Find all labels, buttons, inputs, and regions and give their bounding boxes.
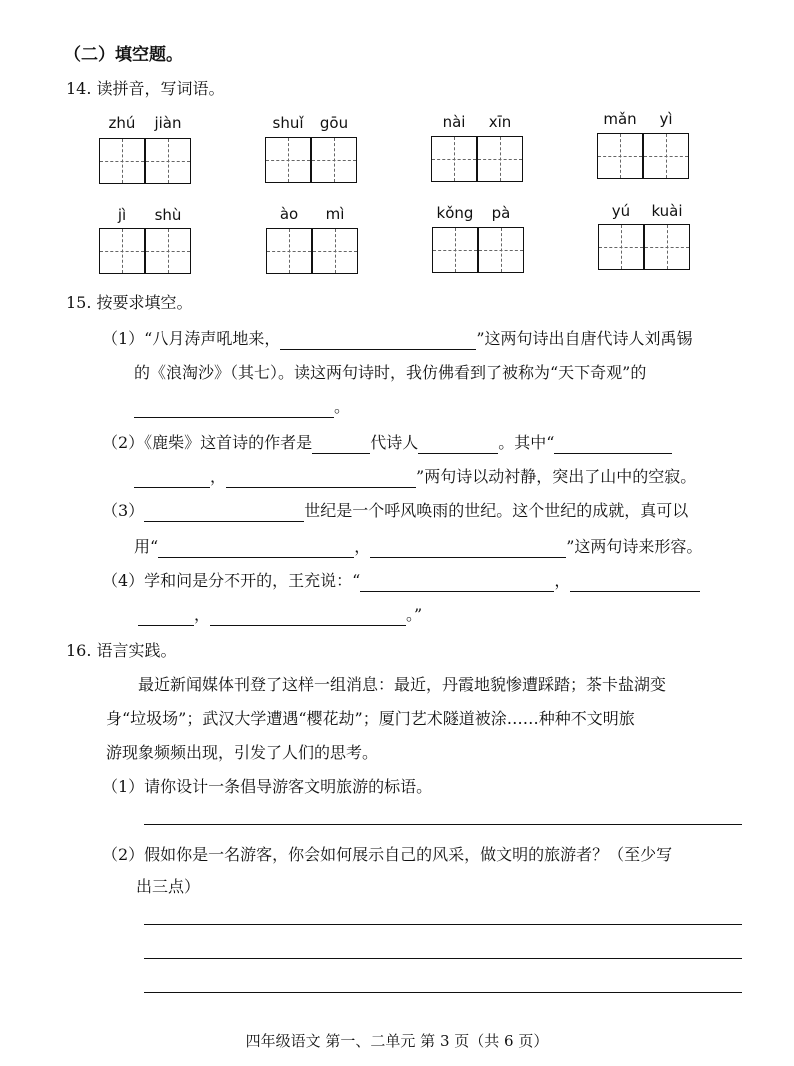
- q14-title: 14. 读拼音，写词语。: [66, 79, 225, 98]
- writing-box[interactable]: [312, 228, 358, 274]
- writing-box[interactable]: [145, 228, 191, 274]
- answer-blank[interactable]: [280, 332, 476, 350]
- writing-box[interactable]: [265, 137, 311, 183]
- answer-line[interactable]: [144, 958, 742, 959]
- q15-item-1-cont: 的《浪淘沙》（其七）。读这两句诗时，我仿佛看到了被称为“天下奇观”的: [134, 363, 647, 382]
- q15-item-4: （4）学和问是分不开的，王充说：“ ，: [102, 570, 700, 592]
- pinyin: pà: [491, 204, 511, 222]
- pinyin: xīn: [488, 113, 512, 131]
- answer-blank[interactable]: [210, 608, 406, 626]
- pinyin: jiàn: [154, 114, 182, 132]
- answer-blank[interactable]: [554, 436, 672, 454]
- answer-blank[interactable]: [134, 400, 334, 418]
- q16-paragraph-line: 最近新闻媒体刊登了这样一组消息：最近，丹霞地貌惨遭踩踏；茶卡盐湖变: [138, 675, 667, 694]
- q16-item-2-cont: 出三点）: [136, 877, 201, 896]
- pinyin: mǎn: [603, 110, 637, 128]
- writing-box[interactable]: [145, 138, 191, 184]
- section-title: （二）填空题。: [64, 45, 183, 65]
- writing-box[interactable]: [99, 138, 145, 184]
- writing-box[interactable]: [432, 227, 478, 273]
- q15-item-4-cont: ， 。”: [138, 604, 422, 626]
- q16-title: 16. 语言实践。: [66, 641, 177, 660]
- q15-item-1-end: 。: [134, 396, 350, 418]
- pinyin: nài: [442, 113, 466, 131]
- pinyin: mì: [325, 205, 345, 223]
- answer-blank[interactable]: [570, 574, 700, 592]
- q15-item-3-cont: 用“ ， ”这两句诗来形容。: [134, 537, 703, 556]
- answer-line[interactable]: [144, 824, 742, 825]
- pinyin: kǒng: [436, 204, 474, 222]
- answer-line[interactable]: [144, 924, 742, 925]
- q15-item-2-cont: ， ”两句诗以动衬静，突出了山中的空寂。: [134, 466, 696, 488]
- pinyin: jì: [117, 206, 127, 224]
- answer-blank[interactable]: [418, 436, 498, 454]
- answer-blank[interactable]: [138, 608, 194, 626]
- writing-box[interactable]: [598, 224, 644, 270]
- answer-blank[interactable]: [144, 504, 304, 522]
- q16-paragraph-line: 身“垃圾场”；武汉大学遭遇“樱花劫”；厦门艺术隧道被涂……种种不文明旅: [106, 709, 635, 728]
- q16-paragraph-line: 游现象频频出现，引发了人们的思考。: [106, 743, 379, 762]
- pinyin: gōu: [319, 114, 349, 132]
- answer-blank[interactable]: [312, 436, 370, 454]
- pinyin: kuài: [651, 202, 683, 220]
- pinyin: shù: [154, 206, 182, 224]
- answer-blank[interactable]: [134, 470, 210, 488]
- pinyin: ào: [279, 205, 299, 223]
- writing-box[interactable]: [431, 136, 477, 182]
- pinyin: shuǐ: [272, 114, 304, 132]
- pinyin: zhú: [108, 114, 136, 132]
- q15-title: 15. 按要求填空。: [66, 293, 193, 312]
- answer-blank[interactable]: [370, 540, 566, 558]
- q15-item-3: （3） 世纪是一个呼风唤雨的世纪。这个世纪的成就，真可以: [102, 501, 689, 520]
- writing-box[interactable]: [266, 228, 312, 274]
- writing-box[interactable]: [644, 224, 690, 270]
- writing-box[interactable]: [477, 136, 523, 182]
- q16-item-2: （2）假如你是一名游客，你会如何展示自己的风采，做文明的旅游者？（至少写: [102, 845, 673, 864]
- answer-blank[interactable]: [360, 574, 554, 592]
- answer-line[interactable]: [144, 992, 742, 993]
- writing-box[interactable]: [311, 137, 357, 183]
- writing-box[interactable]: [597, 133, 643, 179]
- writing-box[interactable]: [99, 228, 145, 274]
- answer-blank[interactable]: [226, 470, 416, 488]
- writing-box[interactable]: [643, 133, 689, 179]
- q15-item-2: （2）《鹿柴》这首诗的作者是 代诗人 。其中“: [102, 432, 672, 454]
- q16-item-1: （1）请你设计一条倡导游客文明旅游的标语。: [102, 777, 433, 796]
- page-footer: 四年级语文 第一、二单元 第 3 页（共 6 页）: [245, 1032, 549, 1050]
- q15-item-1: （1）“八月涛声吼地来， ”这两句诗出自唐代诗人刘禹锡: [102, 329, 693, 348]
- pinyin: yú: [611, 202, 631, 220]
- writing-box[interactable]: [478, 227, 524, 273]
- pinyin: yì: [659, 110, 673, 128]
- answer-blank[interactable]: [158, 540, 354, 558]
